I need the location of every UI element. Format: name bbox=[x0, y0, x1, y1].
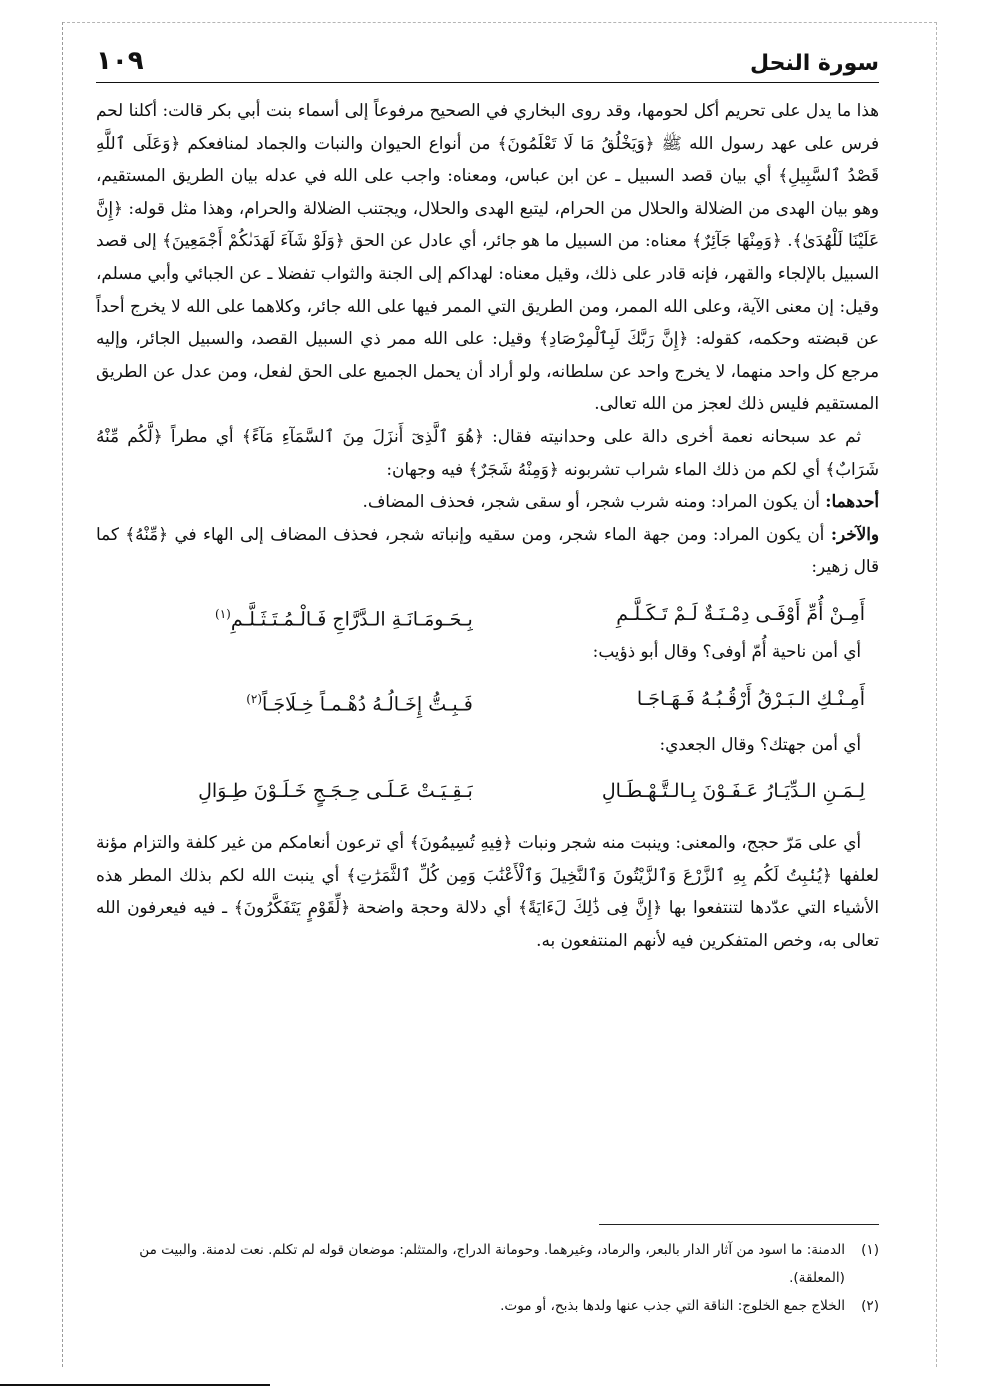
scan-edge-line bbox=[0, 1384, 270, 1386]
footnotes bbox=[96, 1236, 879, 1320]
page-header bbox=[96, 36, 879, 76]
poem-1-second-text: بِـحَـومَـانَـةِ الـدَّرَّاجِ فَـالْـمُـتَـثَـلَّـمِ bbox=[230, 608, 473, 631]
footnote-rule bbox=[599, 1224, 879, 1225]
first-interpretation bbox=[96, 485, 879, 518]
footnote-1 bbox=[96, 1236, 879, 1292]
after-poem-2: أي أمن جهتك؟ وقال الجعدي: bbox=[659, 733, 861, 754]
second-label: والآخر: bbox=[830, 523, 879, 544]
footnote-2 bbox=[96, 1292, 879, 1320]
poem-verse-2 bbox=[96, 678, 879, 720]
poem-verse-3 bbox=[96, 770, 879, 812]
first-label: أحدهما: bbox=[825, 491, 879, 512]
poem-3-first-hemistich: لِـمَـنِ الـدِّيَـارُ عَـفَـوْنَ بِـالـتَّـهْـطَـالِ bbox=[601, 780, 865, 803]
page-frame-left bbox=[62, 22, 63, 1367]
second-interpretation bbox=[96, 518, 879, 583]
page-frame-right bbox=[936, 22, 937, 1367]
poem-2-second-hemistich bbox=[96, 678, 473, 720]
surah-title: سورة النحل bbox=[749, 51, 879, 76]
footnote-2-number: (٢) bbox=[861, 1298, 879, 1314]
poem-2-second-text: فَـبِـتُّ إِخَـالُـهُ دُهْـمـاً خِـلَاجَـاً bbox=[262, 692, 473, 715]
poem-3-second-hemistich: بَـقِـيَـتْ عَـلَـى حِـجَـجٍ خَـلَـوْنَ طِـوَالِ bbox=[198, 780, 473, 803]
paragraph-3: أي على مَرّ حجج، والمعنى: وينبت منه شجر ونبات ﴿فِيهِ تُسِيمُونَ﴾ أي ترعون أنعامكم من غير كلفة والتزام مؤنة لعلفها ﴿يُنۢبِتُ لَكُم بِهِ ٱلزَّرْعَ وَٱلزَّيْتُونَ وَٱلنَّخِيلَ وَٱلْأَعْنَٰبَ وَمِن كُلِّ ٱلثَّمَرَٰتِ﴾ أي ينبت الله لكم بذلك المطر هذه الأشياء التي عدّدها لتنتفعوا بها ﴿إِنَّ فِى ذَٰلِكَ لَءَايَةً﴾ أي دلالة وحجة واضحة ﴿لِّقَوْمٍ يَتَفَكَّرُونَ﴾ ـ فيه فيعرفون الله تعالى به، وخص المتفكرين فيه لأنهم المنتفعون به. bbox=[96, 832, 879, 950]
poem-1-first-hemistich: أَمِـنْ أُمِّ أَوْفَـى دِمْـنَـةٌ لَـمْ تَـكَـلَّـمِ bbox=[616, 602, 865, 625]
paragraph-2: ثم عد سبحانه نعمة أخرى دالة على وحدانيته فقال: ﴿هُوَ ٱلَّذِىٓ أَنزَلَ مِنَ ٱلسَّمَآءِ مَآءً﴾ أي مطراً ﴿لَّكُم مِّنْهُ شَرَابٌ﴾ أي لكم من ذلك الماء شراب تشربونه ﴿وَمِنْهُ شَجَرٌ﴾ فيه وجهان: bbox=[96, 425, 879, 479]
poem-1-second-hemistich bbox=[96, 593, 473, 635]
footnote-1-text: الدمنة: ما اسود من آثار الدار بالبعر، والرماد، وغيرهما. وحومانة الدراج، والمتثلم: موضعان قوله لم تكلم. نعت لدمنة. والبيت من (المعلقة). bbox=[139, 1242, 845, 1286]
footnote-1-number: (١) bbox=[861, 1242, 879, 1258]
page-number: ١٠٩ bbox=[96, 46, 144, 76]
paragraph-1: هذا ما يدل على تحريم أكل لحومها، وقد روى البخاري في الصحيح مرفوعاً إلى أسماء بنت أبي بكر قالت: أكلنا لحم فرس على عهد رسول الله ﷺ ﴿وَيَخْلُقُ مَا لَا تَعْلَمُونَ﴾ من أنواع الحيوان والنبات والجماد لمنافعكم ﴿وَعَلَى ٱللَّهِ قَصْدُ ٱلسَّبِيلِ﴾ أي بيان قصد السبيل ـ عن ابن عباس، ومعناه: واجب على الله في عدله بيان الطريق المستقيم، وهو بيان الهدى من الضلالة والحلال من الحرام، ليتبع الهدى والحلال، ويجتنب الضلالة والحرام، وهذا مثل قوله: ﴿إِنَّ عَلَيْنَا لَلْهُدَىٰ﴾. ﴿وَمِنْهَا جَآئِرٌ﴾ معناه: من السبيل ما هو جائر، أي عادل عن الحق ﴿وَلَوْ شَآءَ لَهَدَىٰكُمْ أَجْمَعِينَ﴾ إلى قصد السبيل بالإلجاء والقهر، فإنه قادر على ذلك، وقيل معناه: لهداكم إلى الجنة والثواب تفضلا ـ عن الجبائي وأبي مسلم، وقيل: إن معنى الآية، وعلى الله الممر، ومن الطريق التي الممر فيها على الله جائر، وكلاهما على الله لا يخرج أحداً عن قبضته وحكمه، كقوله: ﴿إِنَّ رَبَّكَ لَبِٱلْمِرْصَادِ﴾ وقيل: على الله ممر ذي السبيل القصد، والسبيل الجائر، وإليه مرجع كل واحد منهما، لا يخرج واحد عن سلطانه، ولو أراد أن يحمل الجميع على الحق لفعل، ومن عدل عن الطريق المستقيم فليس ذلك لعجز من الله تعالى. bbox=[96, 100, 879, 414]
footnote-ref-2: (٢) bbox=[246, 691, 263, 706]
first-text: أن يكون المراد: ومنه شرب شجر، أو سقى شجر، فحذف المضاف. bbox=[362, 491, 820, 512]
after-poem-1: أي أمن ناحية أُمّ أوفى؟ وقال أبو ذؤيب: bbox=[592, 640, 861, 661]
page-frame-top bbox=[62, 22, 937, 23]
second-text: أن يكون المراد: ومن جهة الماء شجر، ومن سقيه وإنباته شجر، فحذف المضاف إلى الهاء في ﴿مِّنْهُ﴾ كما قال زهير: bbox=[96, 523, 879, 577]
poem-2-first-hemistich: أَمِـنْـكِ الـبَـرْقُ أَرْقُـبُـهُ فَـهَـاجَـا bbox=[636, 687, 865, 710]
main-text bbox=[96, 94, 879, 956]
poem-verse-1 bbox=[96, 593, 879, 635]
footnote-2-text: الخلاج جمع الخلوج: الناقة التي جذب عنها ولدها بذبح، أو موت. bbox=[500, 1298, 845, 1314]
header-rule bbox=[96, 82, 879, 83]
footnote-ref-1: (١) bbox=[215, 606, 231, 621]
